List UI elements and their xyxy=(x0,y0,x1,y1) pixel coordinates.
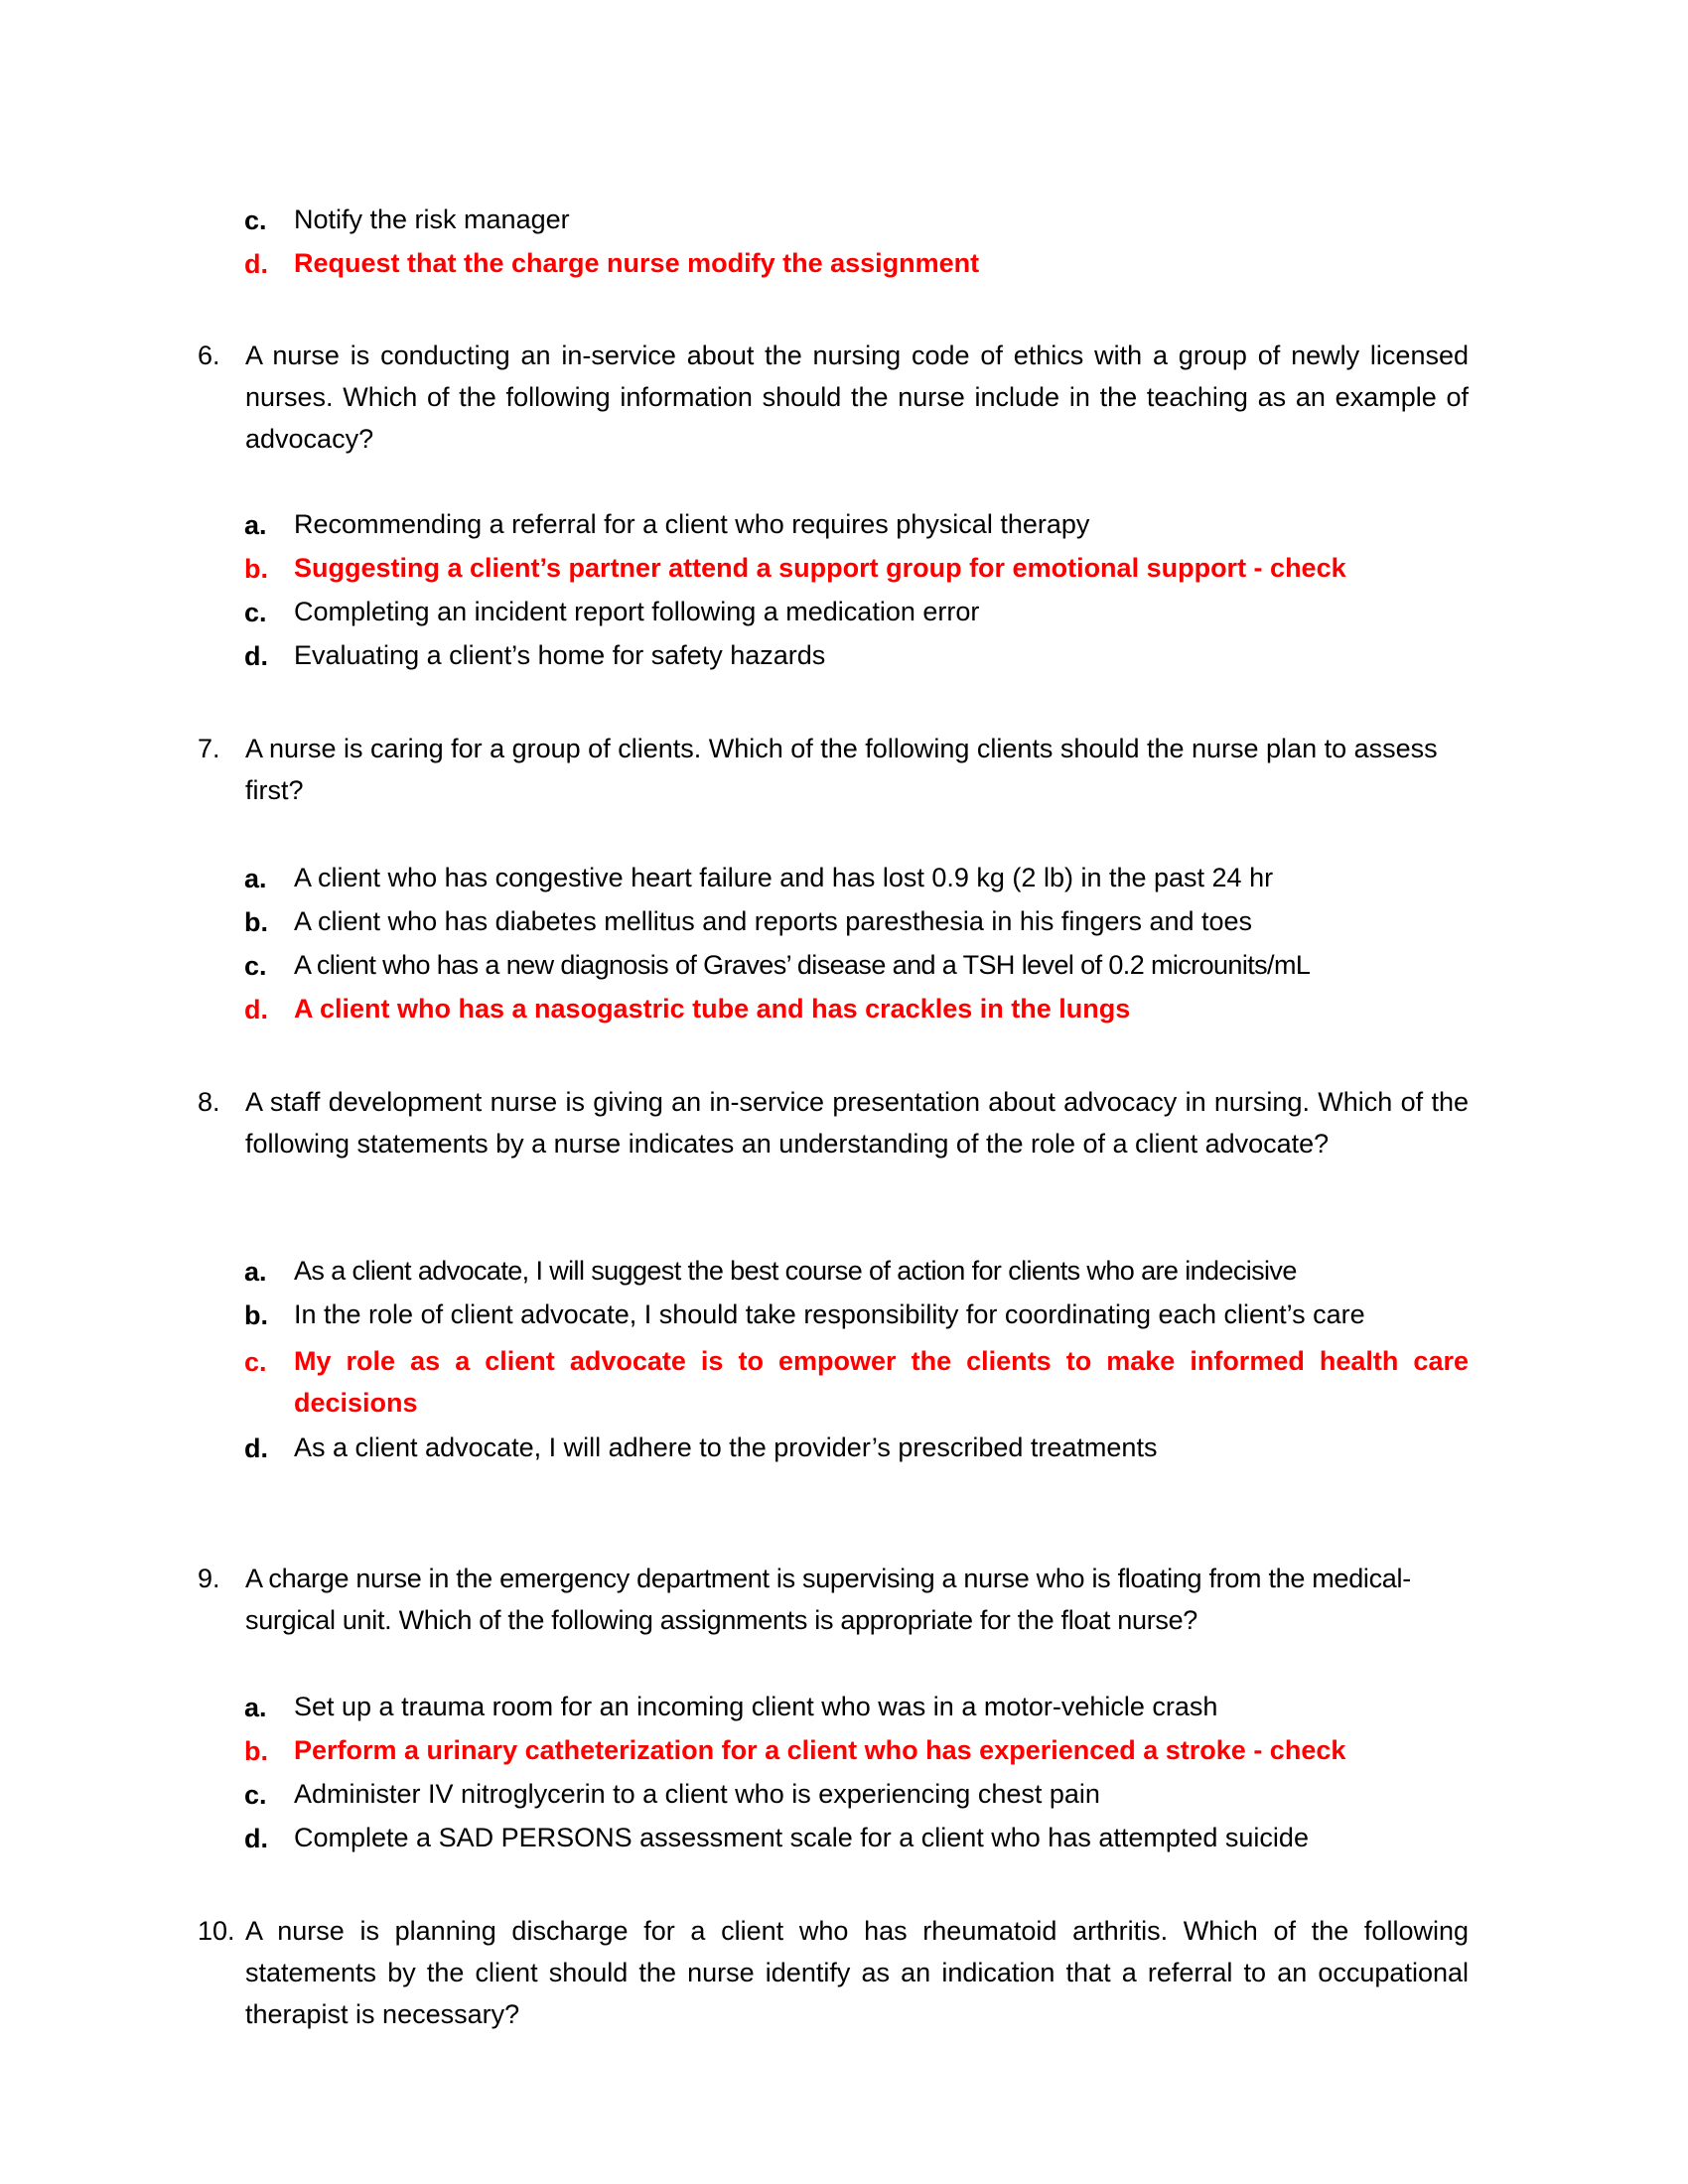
option-correct xyxy=(244,547,1469,591)
question-number: 6. xyxy=(198,341,220,370)
question-7-options xyxy=(244,857,1469,1031)
option-text: As a client advocate, I will suggest the best course of action for clients who are indecisive xyxy=(294,1256,1297,1286)
question-text: A charge nurse in the emergency department is supervising a nurse who is floating from the medical-surgical unit. Which of the following assignments is appropriate for the float nurse? xyxy=(245,1564,1411,1635)
option-letter: c. xyxy=(244,1780,267,1810)
option-text: Request that the charge nurse modify the assignment xyxy=(294,248,980,278)
option-letter: d. xyxy=(244,1433,268,1463)
option-c xyxy=(244,199,1469,242)
option-letter: b. xyxy=(244,907,268,937)
option-text: Completing an incident report following a medication error xyxy=(294,597,980,626)
option-text: A client who has congestive heart failure and has lost 0.9 kg (2 lb) in the past 24 hr xyxy=(294,863,1274,892)
option-text: Evaluating a client’s home for safety hazards xyxy=(294,640,826,670)
option-letter: a. xyxy=(244,510,267,540)
option-text: Complete a SAD PERSONS assessment scale for a client who has attempted suicide xyxy=(294,1823,1309,1852)
option-letter: c. xyxy=(244,951,267,981)
option-text: Administer IV nitroglycerin to a client who is experiencing chest pain xyxy=(294,1779,1100,1809)
option-letter: a. xyxy=(244,1693,267,1722)
option-letter: d. xyxy=(244,641,268,671)
option-text: A client who has a new diagnosis of Graves’ disease and a TSH level of 0.2 microunits/mL xyxy=(294,950,1311,980)
option-letter: b. xyxy=(244,1736,268,1766)
question-text: A nurse is caring for a group of clients. Which of the following clients should the nurse plan to assess first? xyxy=(245,734,1438,805)
question-text: A nurse is planning discharge for a client who has rheumatoid arthritis. Which of the following statements by the client should the nurse identify as an indication that a referral to an occupational therapist is necessary? xyxy=(245,1916,1469,2029)
question-6 xyxy=(198,335,1469,460)
option-text: Perform a urinary catheterization for a client who has experienced a stroke - check xyxy=(294,1735,1346,1765)
question-8 xyxy=(198,1081,1469,1164)
question-number: 8. xyxy=(198,1087,220,1117)
option-letter: b. xyxy=(244,1300,268,1330)
option-text: Notify the risk manager xyxy=(294,205,570,234)
question-7 xyxy=(198,728,1469,811)
option-letter: a. xyxy=(244,864,267,893)
question-text: A nurse is conducting an in-service about the nursing code of ethics with a group of newly licensed nurses. Which of the following information should the nurse include in the teaching as an example of advocacy? xyxy=(245,341,1469,454)
option-text: My role as a client advocate is to empower the clients to make informed health care decisions xyxy=(294,1346,1469,1418)
option-letter: a. xyxy=(244,1257,267,1287)
option-d-correct xyxy=(244,242,1469,286)
option-letter: d. xyxy=(244,249,268,279)
option-letter: d. xyxy=(244,995,268,1024)
option-correct xyxy=(244,1340,1469,1424)
option-text: Suggesting a client’s partner attend a support group for emotional support - check xyxy=(294,553,1346,583)
question-8-options xyxy=(244,1250,1469,1470)
option-correct xyxy=(244,988,1469,1031)
question-9 xyxy=(198,1558,1469,1641)
option-text: In the role of client advocate, I should take responsibility for coordinating each client’s care xyxy=(294,1299,1365,1329)
option-correct xyxy=(244,1729,1469,1773)
option-letter: c. xyxy=(244,598,267,627)
question-number: 10. xyxy=(198,1916,235,1946)
option-letter: b. xyxy=(244,554,268,584)
question-number: 9. xyxy=(198,1564,220,1593)
question-10 xyxy=(198,1910,1469,2035)
option-text: A client who has diabetes mellitus and reports paresthesia in his fingers and toes xyxy=(294,906,1253,936)
option-text: Recommending a referral for a client who requires physical therapy xyxy=(294,509,1090,539)
option-text: A client who has a nasogastric tube and has crackles in the lungs xyxy=(294,994,1131,1024)
question-text: A staff development nurse is giving an in-service presentation about advocacy in nursing. Which of the following statements by a nurse indicates an understanding of the role of a client advocate? xyxy=(245,1087,1469,1159)
question-number: 7. xyxy=(198,734,220,763)
option-text: Set up a trauma room for an incoming client who was in a motor-vehicle crash xyxy=(294,1692,1218,1721)
option-letter: c. xyxy=(244,205,267,235)
question-9-options xyxy=(244,1686,1469,1860)
question-6-options xyxy=(244,503,1469,678)
option-text: As a client advocate, I will adhere to the provider’s prescribed treatments xyxy=(294,1433,1158,1462)
option-letter: c. xyxy=(244,1347,267,1377)
option-letter: d. xyxy=(244,1824,268,1853)
q5-options xyxy=(244,199,1469,286)
